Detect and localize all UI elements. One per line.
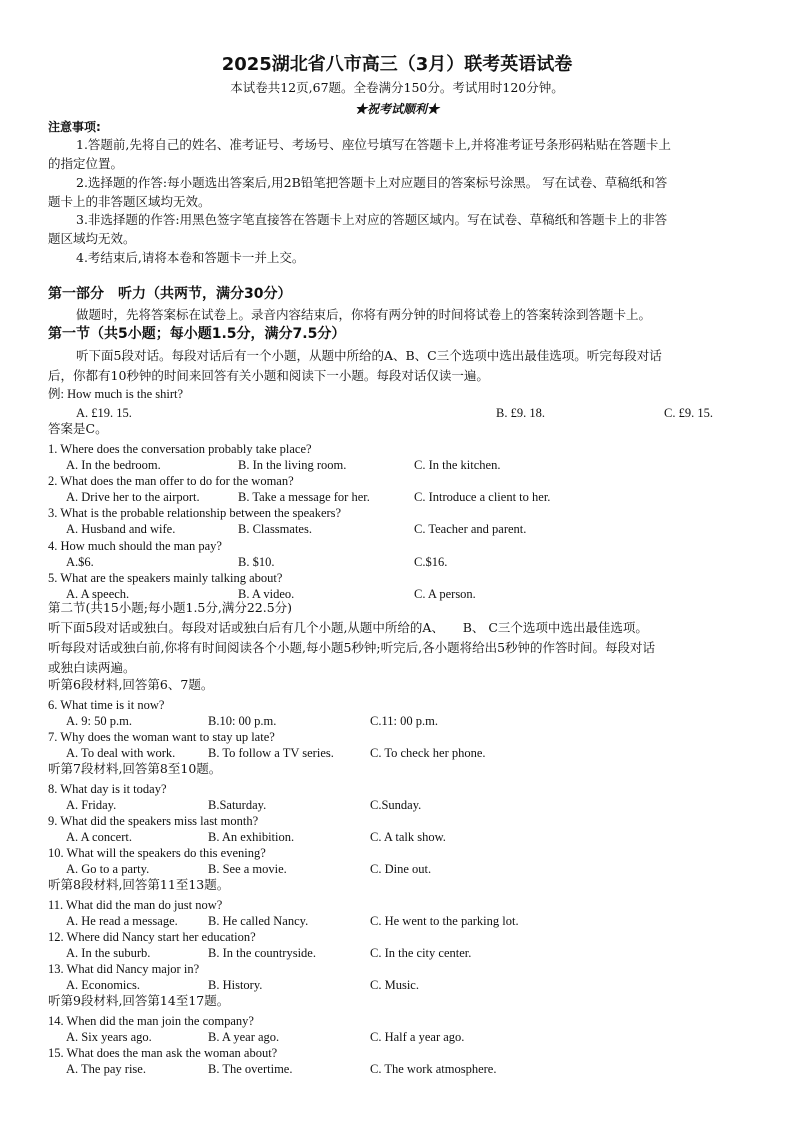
option-c: C. He went to the parking lot. [370,914,519,928]
option-b: B. Take a message for her. [238,490,370,505]
section2-intro: 听下面5段对话或独白。每段对话或独白后有几个小题,从题中所给的A、 B、 C三个选项中选出最佳选项。 [48,620,648,635]
option-c: C.$16. [414,554,448,569]
example-option-c: C. £9. 15. [664,406,713,420]
option-c: C. Music. [370,978,419,992]
example-option-b: B. £9. 18. [496,406,545,420]
option-c: C. A talk show. [370,830,446,844]
question-text: 8. What day is it today? [48,782,167,796]
option-a: A. To deal with work. [66,746,176,760]
option-c: C.11: 00 p.m. [370,714,438,728]
section1-intro: 听下面5段对话。每段对话后有一个小题，从题中所给的A、B、C三个选项中选出最佳选项。听完每段对话 [76,348,662,363]
option-b: B. History. [208,978,263,992]
question-text: 5. What are the speakers mainly talking about? [48,570,283,585]
option-a: A.$6. [66,554,94,569]
notice-line: 4.考结束后,请将本卷和答题卡一并上交。 [76,250,305,265]
option-b: B. To follow a TV series. [208,746,334,760]
question-text: 12. Where did Nancy start her education? [48,930,256,944]
question-text: 6. What time is it now? [48,698,165,712]
notice-line: 题区域均无效。 [48,231,136,246]
section2-heading: 第二节(共15小题;每小题1.5分,满分22.5分) [48,600,293,615]
notice-line: 1.答题前,先将自己的姓名、准考证号、考场号、座位号填写在答题卡上,并将准考证号条形码粘贴在答题卡上 [76,137,671,152]
option-b: B. Classmates. [238,522,312,537]
group-label: 听第6段材料,回答第6、7题。 [48,677,214,692]
part1-intro: 做题时，先将答案标在试卷上。录音内容结束后，你将有两分钟的时间将试卷上的答案转涂到答题卡上。 [76,307,652,322]
part1-heading: 第一部分 听力（共两节，满分30分） [48,286,292,302]
notice-line: 2.选择题的作答:每小题选出答案后,用2B铅笔把答题卡上对应题目的答案标号涂黑。 写在试卷、草稿纸和答 [76,175,668,190]
example-option-a: A. £19. 15. [76,406,132,420]
option-c: C. Dine out. [370,862,432,876]
option-b: B. A year ago. [208,1030,280,1044]
page-subtitle: 本试卷共12页,67题。全卷满分150分。考试用时120分钟。 [230,80,564,95]
option-a: A. Husband and wife. [66,522,176,537]
question-text: 13. What did Nancy major in? [48,962,200,976]
option-c: C. A person. [414,586,476,601]
group-label: 听第7段材料,回答第8至10题。 [48,761,222,776]
question-text: 15. What does the man ask the woman about? [48,1046,278,1060]
question-text: 14. When did the man join the company? [48,1014,254,1028]
section1-heading: 第一节（共5小题；每小题1.5分，满分7.5分） [48,326,346,342]
option-a: A. In the suburb. [66,946,151,960]
question-text: 2. What does the man offer to do for the woman? [48,474,294,489]
option-c: C.Sunday. [370,798,422,812]
option-b: B. In the living room. [238,458,347,472]
option-c: C. The work atmosphere. [370,1062,497,1076]
option-b: B. See a movie. [208,862,287,876]
option-a: A. He read a message. [66,914,178,928]
notice-line: 3.非选择题的作答:用黑色签字笔直接答在答题卡上对应的答题区域内。写在试卷、草稿纸和答题卡上的非答 [76,212,668,227]
question-text: 11. What did the man do just now? [48,898,223,912]
notice-line: 题卡上的非答题区域均无效。 [48,194,211,209]
section1-intro: 后，你都有10秒钟的时间来回答有关小题和阅读下一小题。每段对话仅读一遍。 [48,368,489,383]
question-text: 1. Where does the conversation probably take place? [48,442,312,456]
option-a: A. A concert. [66,830,132,844]
option-b: B. In the countryside. [208,946,316,960]
question-text: 10. What will the speakers do this evening? [48,846,266,860]
notice-heading: 注意事项: [48,120,101,134]
option-a: A. Drive her to the airport. [66,490,200,505]
option-b: B.Saturday. [208,798,267,812]
option-a: A. In the bedroom. [66,458,161,472]
question-text: 3. What is the probable relationship between the speakers? [48,506,342,521]
option-c: C. To check her phone. [370,746,486,760]
example-question: 例: How much is the shirt? [48,387,184,401]
option-a: A. The pay rise. [66,1062,146,1076]
option-c: C. Introduce a client to her. [414,490,551,505]
option-c: C. In the kitchen. [414,458,501,472]
group-label: 听第8段材料,回答第11至13题。 [48,877,230,892]
option-b: B. A video. [238,586,295,601]
section2-intro: 听每段对话或独白前,你将有时间阅读各个小题,每小题5秒钟;听完后,各小题将给出5秒钟的作答时间。每段对话 [48,640,656,655]
question-text: 7. Why does the woman want to stay up late? [48,730,275,744]
example-answer: 答案是C。 [48,421,108,436]
option-a: A. Economics. [66,978,140,992]
option-b: B. An exhibition. [208,830,295,844]
question-text: 9. What did the speakers miss last month? [48,814,259,828]
option-a: A. Go to a party. [66,862,150,876]
option-c: C. Half a year ago. [370,1030,465,1044]
option-b: B. The overtime. [208,1062,293,1076]
good-luck-line: ★祝考试顺利★ [354,102,439,116]
notice-line: 的指定位置。 [48,156,124,171]
option-b: B. He called Nancy. [208,914,309,928]
option-c: C. Teacher and parent. [414,522,527,537]
option-a: A. Six years ago. [66,1030,152,1044]
section2-intro: 或独白读两遍。 [48,660,136,675]
option-c: C. In the city center. [370,946,472,960]
option-a: A. Friday. [66,798,117,812]
option-a: A. 9: 50 p.m. [66,714,132,728]
option-a: A. A speech. [66,586,130,601]
option-b: B. $10. [238,554,275,569]
page-title: 2025湖北省八市高三（3月）联考英语试卷 [221,54,573,75]
option-b: B.10: 00 p.m. [208,714,277,728]
question-text: 4. How much should the man pay? [48,538,222,553]
group-label: 听第9段材料,回答第14至17题。 [48,993,230,1008]
